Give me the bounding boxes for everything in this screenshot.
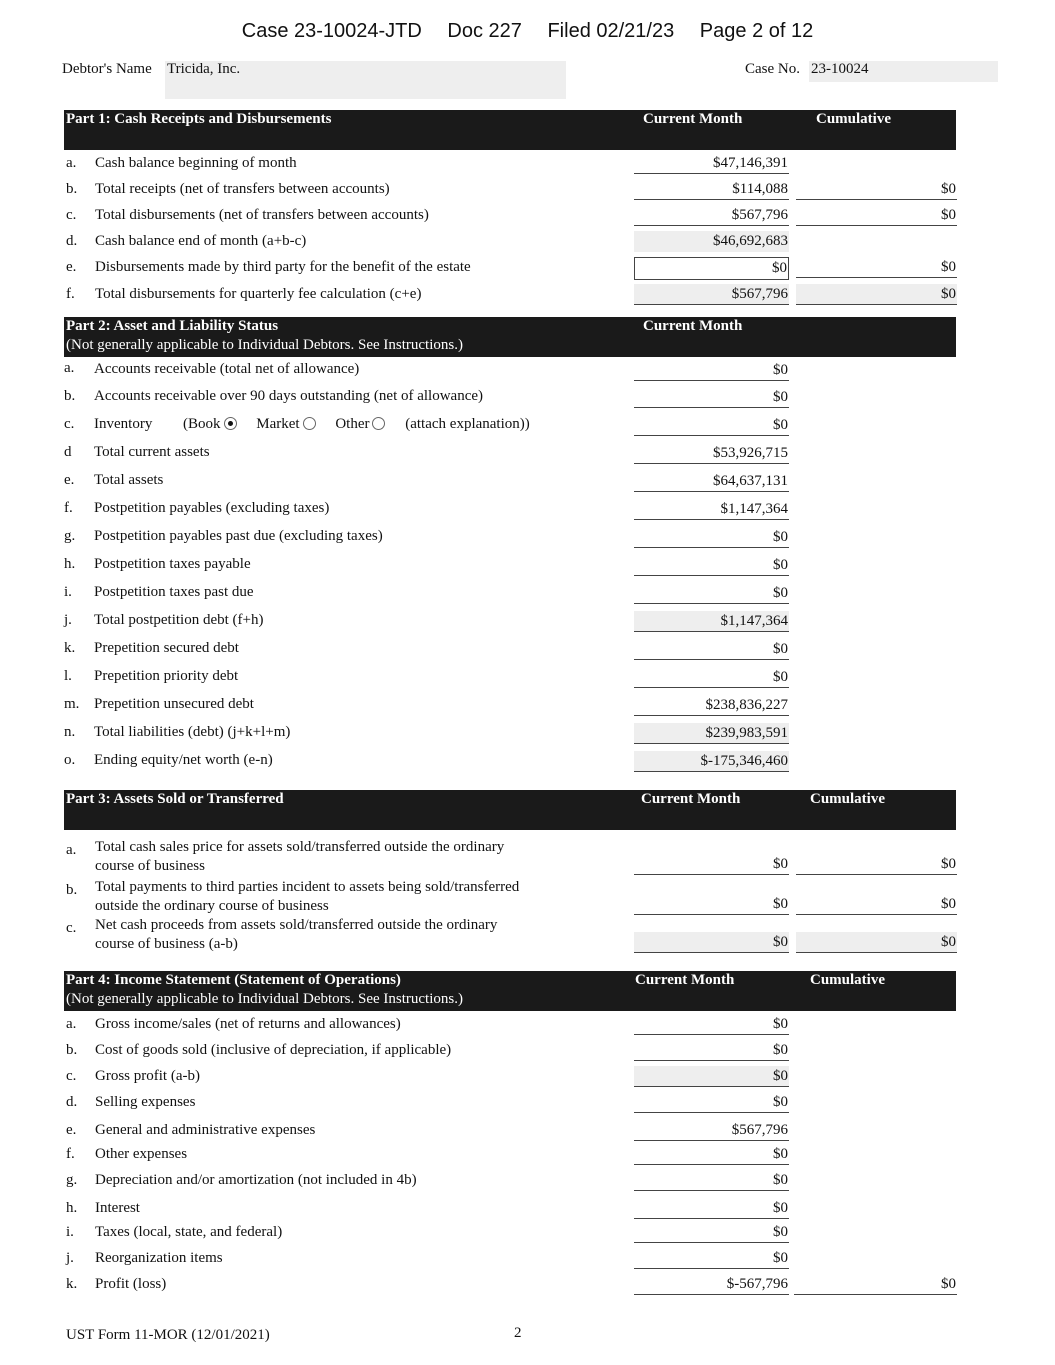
row-label: Ending equity/net worth (e-n) — [94, 752, 273, 768]
row-letter: l. — [64, 668, 72, 684]
row-letter: f. — [64, 500, 73, 516]
part2-f-current[interactable]: $1,147,364 — [634, 499, 789, 520]
part1-b-cumulative[interactable]: $0 — [796, 179, 957, 200]
row-letter: e. — [66, 1122, 77, 1138]
part4-k-current[interactable]: $-567,796 — [634, 1274, 789, 1295]
row-letter: a. — [64, 360, 75, 376]
row-letter: b. — [66, 1042, 78, 1058]
row-label: Gross profit (a-b) — [95, 1068, 200, 1084]
row-label: Prepetition secured debt — [94, 640, 239, 656]
part2-k-current[interactable]: $0 — [634, 639, 789, 660]
part2-e-current[interactable]: $64,637,131 — [634, 471, 789, 492]
row-label: Disbursements made by third party for the benefit of the estate — [95, 259, 471, 275]
part3-c-current: $0 — [634, 932, 789, 953]
part4-j-current[interactable]: $0 — [634, 1248, 789, 1269]
row-label: Cost of goods sold (inclusive of depreciation, if applicable) — [95, 1042, 452, 1058]
row-letter: c. — [66, 920, 77, 936]
part4-title: Part 4: Income Statement (Statement of Operations) — [66, 972, 401, 988]
part4-a-current[interactable]: $0 — [634, 1014, 789, 1035]
part2-o-current: $-175,346,460 — [634, 751, 789, 772]
part2-b-current[interactable]: $0 — [634, 387, 789, 408]
inventory-book-radio[interactable] — [224, 417, 237, 430]
row-label: Total receipts (net of transfers between accounts) — [95, 181, 390, 197]
part2-title: Part 2: Asset and Liability Status — [66, 318, 279, 334]
row-label: Total assets — [94, 472, 164, 488]
part1-a-current[interactable]: $47,146,391 — [634, 153, 789, 174]
row-label: Postpetition payables (excluding taxes) — [94, 500, 330, 516]
part2-c-current[interactable]: $0 — [634, 415, 789, 436]
row-label: Total disbursements for quarterly fee calculation (c+e) — [95, 286, 422, 302]
part3-b-current[interactable]: $0 — [634, 894, 789, 915]
part3-a-current[interactable]: $0 — [634, 854, 789, 875]
inventory-options — [183, 415, 530, 434]
part2-l-current[interactable]: $0 — [634, 667, 789, 688]
case-no-label: Case No. — [745, 61, 800, 77]
page-number-footer: 2 — [514, 1325, 522, 1341]
row-letter: c. — [64, 416, 75, 432]
row-label-line2: course of business (a-b) — [95, 936, 238, 952]
inventory-market-label: Market — [256, 416, 300, 432]
part2-subtitle: (Not generally applicable to Individual Debtors. See Instructions.) — [66, 337, 463, 353]
row-label: Inventory — [94, 416, 153, 432]
row-letter: a. — [66, 155, 77, 171]
row-letter: b. — [66, 181, 78, 197]
part3-header — [64, 790, 956, 830]
row-label: General and administrative expenses — [95, 1122, 316, 1138]
part4-i-current[interactable]: $0 — [634, 1222, 789, 1243]
row-letter: b. — [64, 388, 76, 404]
part3-a-cumulative[interactable]: $0 — [796, 854, 957, 875]
part4-e-current[interactable]: $567,796 — [634, 1120, 789, 1141]
row-label: Profit (loss) — [95, 1276, 167, 1292]
row-label-line1: Total payments to third parties incident to assets being sold/transferred — [95, 879, 520, 895]
row-label: Postpetition payables past due (excluding taxes) — [94, 528, 383, 544]
row-letter: f. — [66, 286, 75, 302]
row-letter: j. — [64, 612, 72, 628]
part2-header — [64, 317, 956, 357]
debtor-name-value: Tricida, Inc. — [167, 61, 241, 77]
part4-k-cumulative[interactable]: $0 — [794, 1274, 957, 1295]
filed-date-header: Filed 02/21/23 — [547, 20, 675, 42]
part3-col-current: Current Month — [641, 791, 741, 807]
row-letter: b. — [66, 882, 78, 898]
row-label: Prepetition unsecured debt — [94, 696, 254, 712]
part1-e-current[interactable]: $0 — [634, 257, 789, 280]
row-letter: f. — [66, 1146, 75, 1162]
debtor-name-label: Debtor's Name — [62, 61, 152, 77]
part2-h-current[interactable]: $0 — [634, 555, 789, 576]
court-header — [0, 20, 1055, 43]
row-label: Total postpetition debt (f+h) — [94, 612, 264, 628]
inventory-market-radio[interactable] — [303, 417, 316, 430]
part3-col-cumulative: Cumulative — [810, 791, 885, 807]
row-label: Depreciation and/or amortization (not included in 4b) — [95, 1172, 417, 1188]
row-label: Total liabilities (debt) (j+k+l+m) — [94, 724, 291, 740]
row-letter: c. — [66, 207, 77, 223]
row-label: Cash balance beginning of month — [95, 155, 297, 171]
inventory-other-label: Other — [335, 416, 370, 432]
part4-h-current[interactable]: $0 — [634, 1198, 789, 1219]
row-letter: j. — [66, 1250, 74, 1266]
inventory-book-label: (Book — [183, 416, 221, 432]
part1-title: Part 1: Cash Receipts and Disbursements — [66, 111, 332, 127]
row-letter: a. — [66, 842, 77, 858]
row-label: Other expenses — [95, 1146, 188, 1162]
part1-f-cumulative: $0 — [796, 284, 957, 305]
row-letter: e. — [64, 472, 75, 488]
row-letter: o. — [64, 752, 76, 768]
row-label: Taxes (local, state, and federal) — [95, 1224, 283, 1240]
case-no-value: 23-10024 — [811, 61, 869, 77]
part1-f-current: $567,796 — [634, 284, 789, 305]
part4-subtitle: (Not generally applicable to Individual Debtors. See Instructions.) — [66, 991, 463, 1007]
row-letter: k. — [64, 640, 76, 656]
row-label: Accounts receivable (total net of allowance) — [94, 361, 360, 377]
part2-n-current: $239,983,591 — [634, 723, 789, 744]
row-label: Gross income/sales (net of returns and allowances) — [95, 1016, 401, 1032]
row-label: Total disbursements (net of transfers between accounts) — [95, 207, 429, 223]
row-letter: d. — [66, 233, 78, 249]
part1-c-current[interactable]: $567,796 — [634, 205, 789, 226]
part1-col-current: Current Month — [643, 111, 743, 127]
row-label: Accounts receivable over 90 days outstanding (net of allowance) — [94, 388, 484, 404]
row-letter: g. — [64, 528, 76, 544]
part1-e-cumulative[interactable]: $0 — [796, 257, 957, 278]
row-label-line2: course of business — [95, 858, 205, 874]
part4-f-current[interactable]: $0 — [634, 1144, 789, 1165]
case-number-header: Case 23-10024-JTD — [241, 20, 422, 42]
part4-d-current[interactable]: $0 — [634, 1092, 789, 1113]
part4-col-current: Current Month — [635, 972, 735, 988]
part3-c-cumulative: $0 — [796, 932, 957, 953]
row-label: Cash balance end of month (a+b-c) — [95, 233, 307, 249]
part4-b-current[interactable]: $0 — [634, 1040, 789, 1061]
part2-m-current[interactable]: $238,836,227 — [634, 695, 789, 716]
row-label: Postpetition taxes payable — [94, 556, 251, 572]
part4-header — [64, 971, 956, 1011]
part2-g-current[interactable]: $0 — [634, 527, 789, 548]
row-label: Postpetition taxes past due — [94, 584, 254, 600]
row-letter: g. — [66, 1172, 78, 1188]
part2-a-current[interactable]: $0 — [634, 360, 789, 381]
row-label: Total current assets — [94, 444, 210, 460]
row-label-line1: Total cash sales price for assets sold/transferred outside the ordinary — [95, 839, 505, 855]
row-letter: d — [64, 444, 72, 460]
part1-header — [64, 110, 956, 150]
part2-j-current: $1,147,364 — [634, 611, 789, 632]
row-letter: h. — [64, 556, 76, 572]
part2-d-current[interactable]: $53,926,715 — [634, 443, 789, 464]
part1-c-cumulative[interactable]: $0 — [796, 205, 957, 226]
row-letter: e. — [66, 259, 77, 275]
part4-g-current[interactable]: $0 — [634, 1170, 789, 1191]
row-label: Reorganization items — [95, 1250, 223, 1266]
part1-col-cumulative: Cumulative — [816, 111, 891, 127]
row-label-line1: Net cash proceeds from assets sold/transferred outside the ordinary — [95, 917, 498, 933]
part2-col-current: Current Month — [643, 318, 743, 334]
doc-number-header: Doc 227 — [447, 20, 522, 42]
part4-col-cumulative: Cumulative — [810, 972, 885, 988]
part1-b-current[interactable]: $114,088 — [634, 179, 789, 200]
part2-i-current[interactable]: $0 — [634, 583, 789, 604]
row-letter: i. — [66, 1224, 74, 1240]
part4-c-current: $0 — [634, 1066, 789, 1087]
row-letter: c. — [66, 1068, 77, 1084]
inventory-attach-label: (attach explanation)) — [405, 416, 530, 432]
row-letter: k. — [66, 1276, 78, 1292]
part3-title: Part 3: Assets Sold or Transferred — [66, 791, 284, 807]
inventory-other-radio[interactable] — [372, 417, 385, 430]
row-letter: n. — [64, 724, 76, 740]
row-label: Prepetition priority debt — [94, 668, 239, 684]
row-label-line2: outside the ordinary course of business — [95, 898, 329, 914]
page-count-header: Page 2 of 12 — [699, 20, 814, 42]
form-number-footer: UST Form 11-MOR (12/01/2021) — [66, 1327, 270, 1343]
row-letter: i. — [64, 584, 72, 600]
row-letter: d. — [66, 1094, 78, 1110]
row-letter: a. — [66, 1016, 77, 1032]
part1-d-current: $46,692,683 — [634, 231, 789, 252]
row-label: Selling expenses — [95, 1094, 196, 1110]
row-letter: m. — [64, 696, 80, 712]
row-label: Interest — [95, 1200, 140, 1216]
part3-b-cumulative[interactable]: $0 — [796, 894, 957, 915]
row-letter: h. — [66, 1200, 78, 1216]
